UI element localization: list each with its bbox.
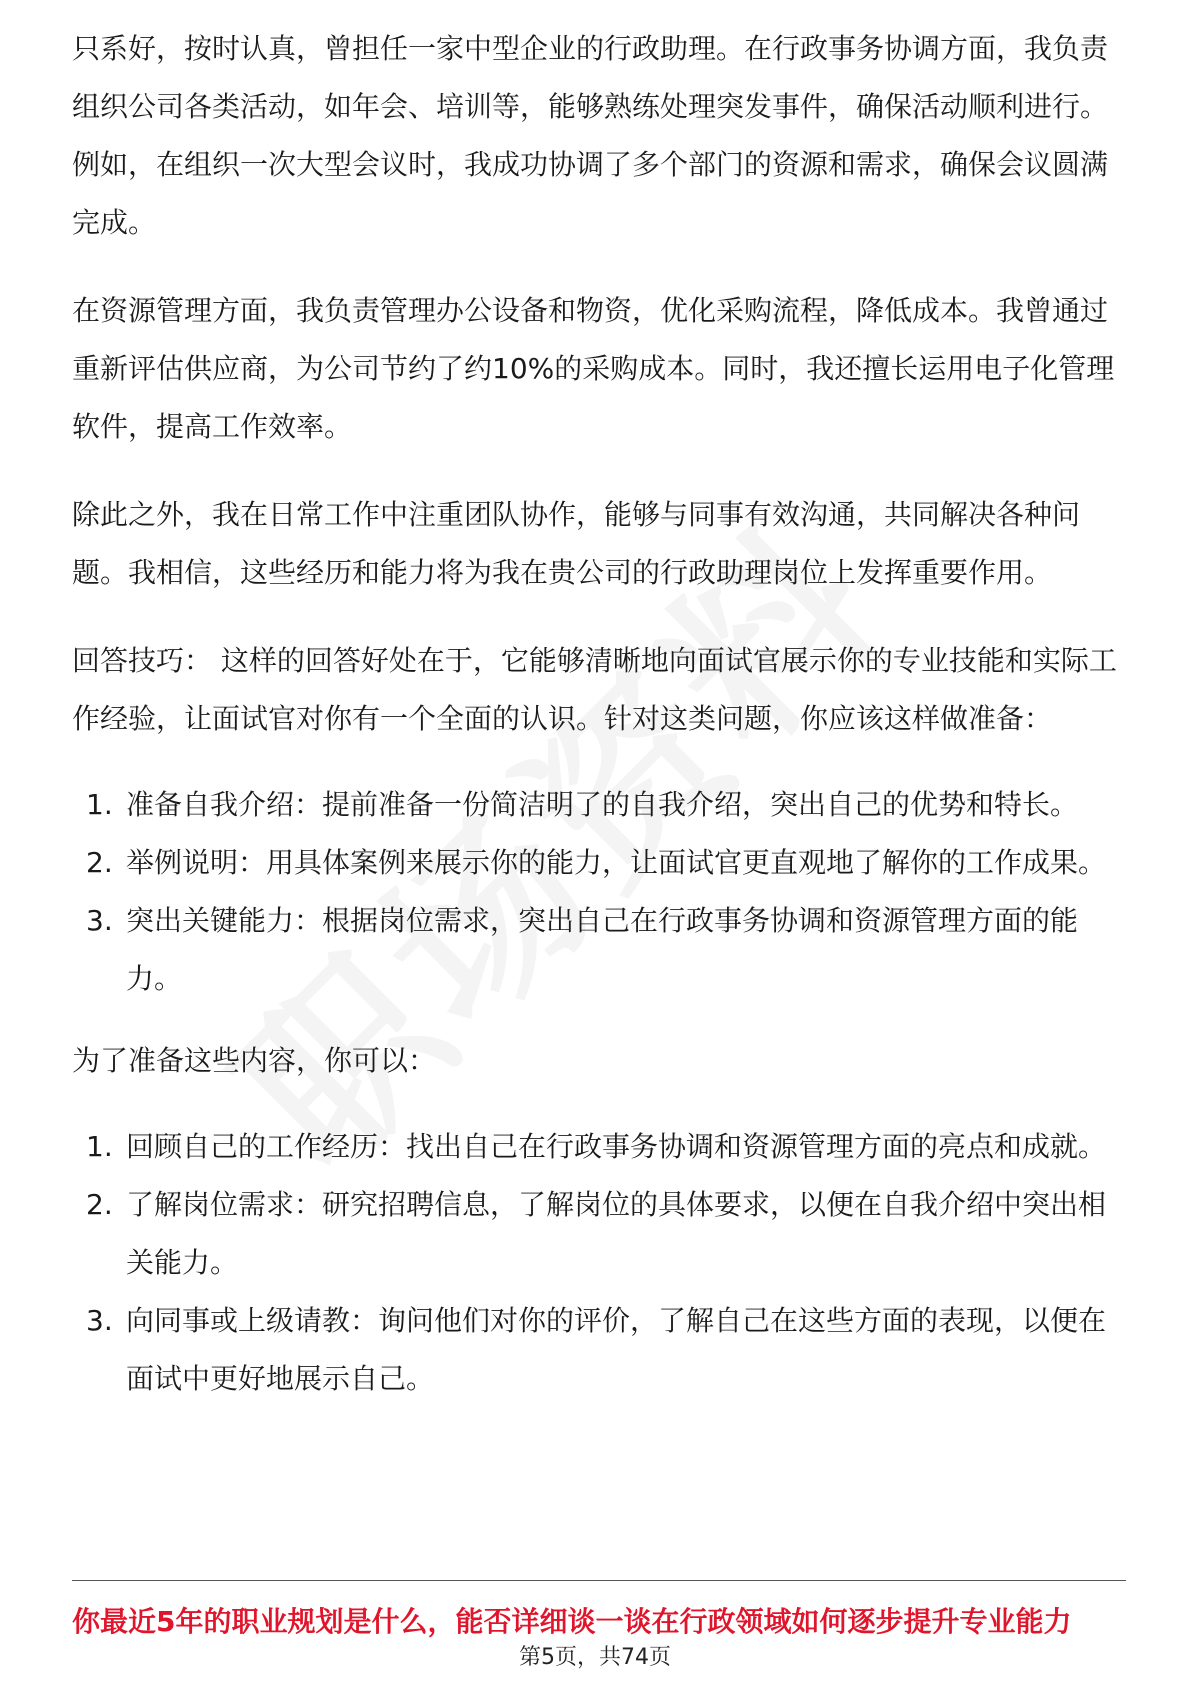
next-question-heading: 你最近5年的职业规划是什么，能否详细谈一谈在行政领域如何逐步提升专业能力: [72, 1605, 1072, 1638]
paragraph-teamwork: 除此之外，我在日常工作中注重团队协作，能够与同事有效沟通，共同解决各种问题。我相信，这些经历和能力将为我在贵公司的行政助理岗位上发挥重要作用。: [72, 498, 1081, 589]
list-number: 1.: [86, 788, 113, 821]
list-text: 准备自我介绍：提前准备一份简洁明了的自我介绍，突出自己的优势和特长。: [126, 788, 1079, 821]
list-number: 3.: [86, 904, 113, 937]
paragraph-resource-management: 在资源管理方面，我负责管理办公设备和物资，优化采购流程，降低成本。我曾通过重新评估供应商，为公司节约了约10%的采购成本。同时，我还擅长运用电子化管理软件，提高工作效率。: [72, 294, 1115, 443]
list-item: [72, 1118, 1132, 1176]
list-item: [72, 892, 1132, 1008]
list-number: 3.: [86, 1304, 113, 1337]
paragraph-admin-coordination: 只系好，按时认真，曾担任一家中型企业的行政助理。在行政事务协调方面，我负责组织公司各类活动，如年会、培训等，能够熟练处理突发事件，确保活动顺利进行。例如，在组织一次大型会议时，我成功协调了多个部门的资源和需求，确保会议圆满完成。: [72, 32, 1109, 239]
footer-divider: [72, 1580, 1126, 1581]
list-item: [72, 834, 1132, 892]
page-number: 第5页，共74页: [519, 1645, 671, 1670]
list-text: 突出关键能力：根据岗位需求，突出自己在行政事务协调和资源管理方面的能力。: [126, 904, 1079, 995]
list-number: 2.: [86, 846, 113, 879]
list-item: [72, 1292, 1132, 1408]
list-text: 回顾自己的工作经历：找出自己在行政事务协调和资源管理方面的亮点和成就。: [126, 1130, 1107, 1163]
list-item: [72, 776, 1132, 834]
paragraph-intro-actions: 为了准备这些内容，你可以：: [72, 1044, 437, 1077]
list-text: 向同事或上级请教：询问他们对你的评价，了解自己在这些方面的表现，以便在面试中更好地展示自己。: [126, 1304, 1107, 1395]
paragraph-answer-tips: 回答技巧： 这样的回答好处在于，它能够清晰地向面试官展示你的专业技能和实际工作经验，让面试官对你有一个全面的认识。针对这类问题，你应该这样做准备：: [72, 644, 1117, 735]
list-text: 了解岗位需求：研究招聘信息，了解岗位的具体要求，以便在自我介绍中突出相关能力。: [126, 1188, 1107, 1279]
action-list: [72, 1118, 1132, 1408]
list-text: 举例说明：用具体案例来展示你的能力，让面试官更直观地了解你的工作成果。: [126, 846, 1107, 879]
document-body: [72, 28, 1132, 1432]
list-item: [72, 1176, 1132, 1292]
list-number: 2.: [86, 1188, 113, 1221]
list-number: 1.: [86, 1130, 113, 1163]
preparation-list: [72, 776, 1132, 1008]
